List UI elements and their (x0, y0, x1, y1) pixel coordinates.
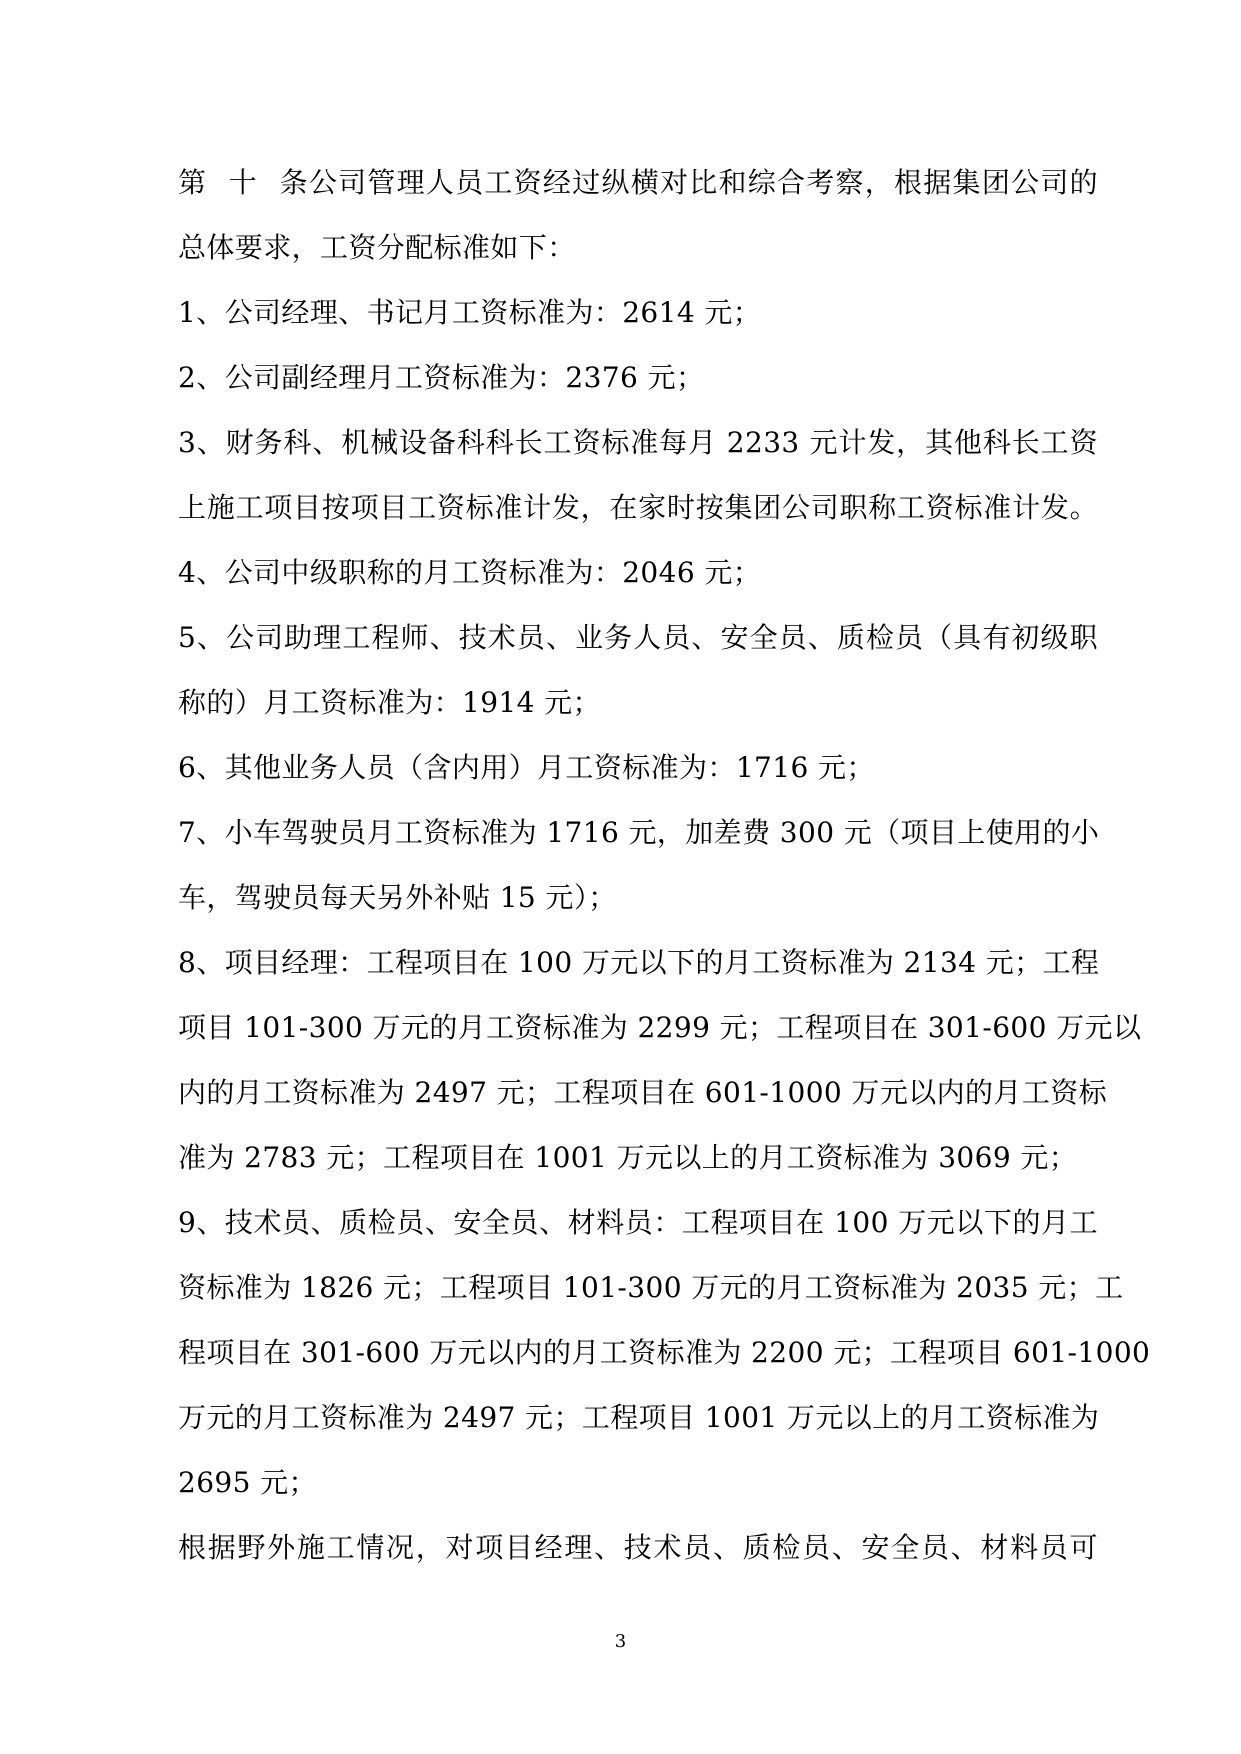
list-item: 7、小车驾驶员月工资标准为 1716 元，加差费 300 元（项目上使用的小 (178, 816, 1100, 849)
paragraph-line: 2695 元； (178, 1466, 317, 1499)
list-item: 3、财务科、机械设备科科长工资标准每月 2233 元计发，其他科长工资 (178, 426, 1098, 459)
list-item: 5、公司助理工程师、技术员、业务人员、安全员、质检员（具有初级职 (178, 621, 1098, 654)
paragraph-line: 称的）月工资标准为：1914 元； (178, 686, 601, 719)
paragraph-line (178, 150, 1098, 215)
line-text: 公司管理人员工资经过纵横对比和综合考察，根据集团公司的 (308, 166, 1098, 199)
paragraph-line: 准为 2783 元；工程项目在 1001 万元以上的月工资标准为 3069 元； (178, 1141, 1078, 1174)
list-item: 6、其他业务人员（含内用）月工资标准为：1716 元； (178, 751, 875, 784)
paragraph-line: 项目 101-300 万元的月工资标准为 2299 元；工程项目在 301-600 万元以 (178, 1011, 1142, 1044)
paragraph-line: 万元的月工资标准为 2497 元；工程项目 1001 万元以上的月工资标准为 (178, 1401, 1100, 1434)
paragraph-line: 资标准为 1826 元；工程项目 101-300 万元的月工资标准为 2035 元；工 (178, 1271, 1124, 1304)
paragraph-line: 程项目在 301-600 万元以内的月工资标准为 2200 元；工程项目 601-1000 (178, 1336, 1151, 1369)
list-item: 1、公司经理、书记月工资标准为：2614 元； (178, 296, 762, 329)
list-item: 4、公司中级职称的月工资标准为：2046 元； (178, 556, 762, 589)
document-body (178, 150, 1151, 1580)
page-number: 3 (614, 1631, 627, 1652)
list-item: 2、公司副经理月工资标准为：2376 元； (178, 361, 705, 394)
paragraph-line: 内的月工资标准为 2497 元；工程项目在 601-1000 万元以内的月工资标 (178, 1076, 1108, 1109)
paragraph-line: 总体要求，工资分配标准如下： (178, 231, 576, 264)
article-label: 第十条 (178, 166, 308, 199)
paragraph-line: 上施工项目按项目工资标准计发，在家时按集团公司职称工资标准计发。 (178, 491, 1098, 524)
paragraph-line: 根据野外施工情况，对项目经理、技术员、质检员、安全员、材料员可 (178, 1531, 1098, 1564)
list-item: 8、项目经理：工程项目在 100 万元以下的月工资标准为 2134 元；工程 (178, 946, 1100, 979)
paragraph-line: 车，驾驶员每天另外补贴 15 元）； (178, 881, 617, 914)
list-item: 9、技术员、质检员、安全员、材料员：工程项目在 100 万元以下的月工 (178, 1206, 1098, 1239)
